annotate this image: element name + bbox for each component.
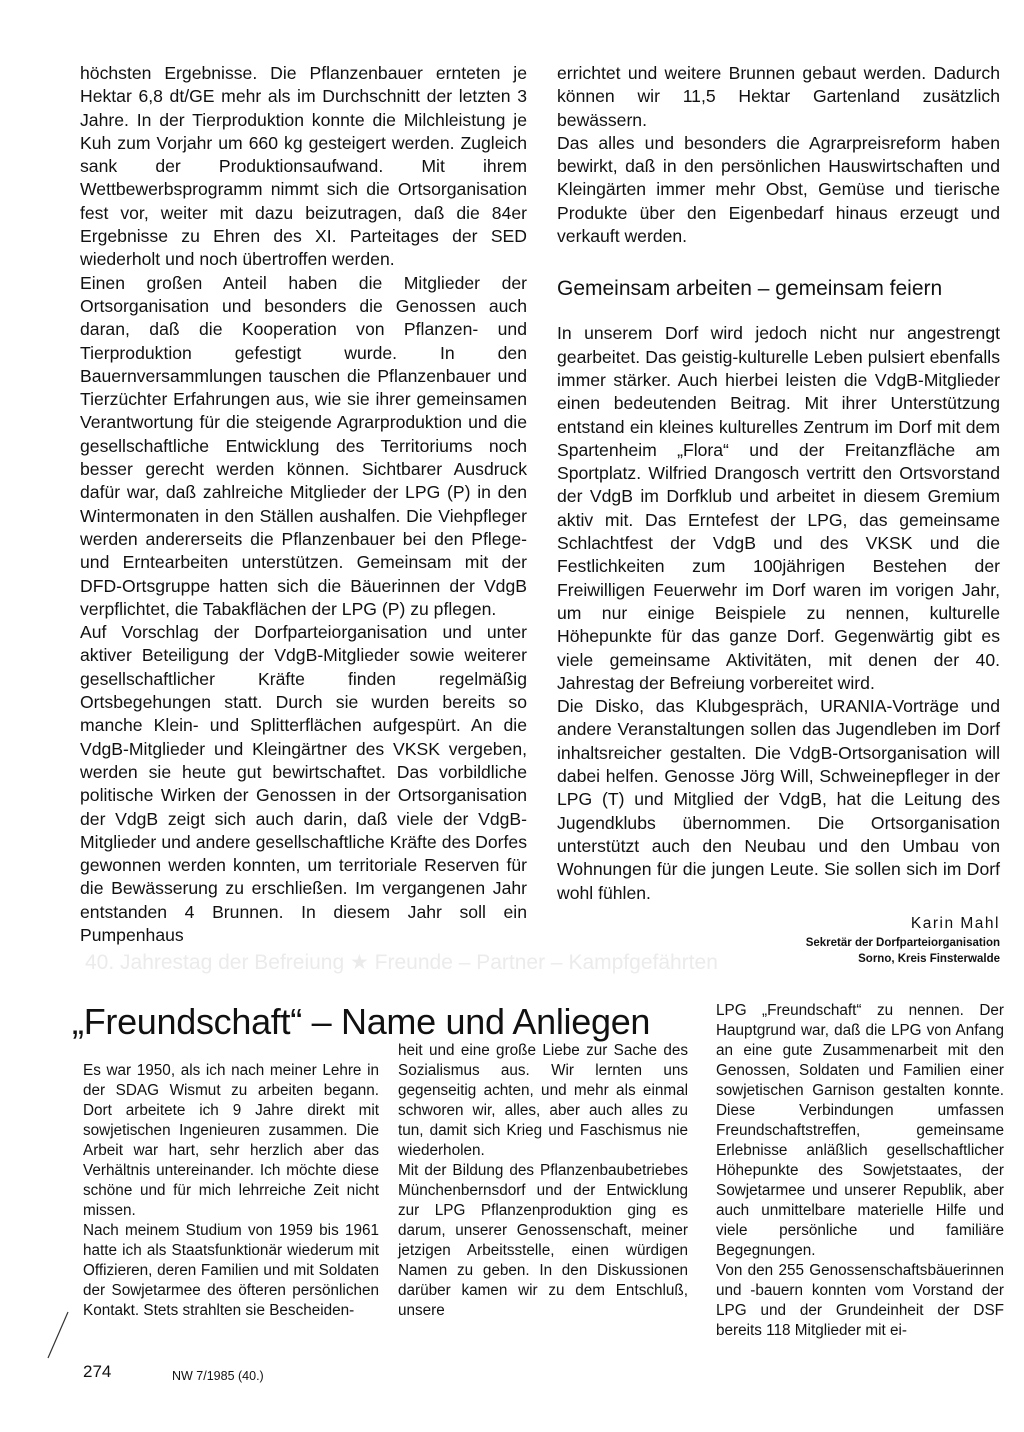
paragraph: In unserem Dorf wird jedoch nicht nur angestrengt gearbeitet. Das geistig-kulturelle Leben pulsiert ebenfalls immer stärker. Auch hierbei leisten die VdgB-Mitglieder einen bedeutenden Beitrag. Mit ihrer Unterstützung entstand ein kleines kulturelles Zentrum im Dorf mit dem Spartenheim „Flora“ und der Freitanzfläche am Sportplatz. Wilfried Drangosch vertritt den Ortsvorstand der VdgB im Dorfklub und arbeitet in diesem Gremium aktiv mit. Das Erntefest der LPG, das gemeinsame Schlachtfest der VdgB und des VKSK und die Festlichkeiten zum 100jährigen Bestehen der Freiwilligen Feuerwehr im Dorf waren im vorigen Jahr, um nur einige Beispiele zu nennen, kulturelle Höhepunkte für das ganze Dorf. Gegenwärtig gibt es viele gemeinsame Aktivitäten, mit denen der 40. Jahrestag der Befreiung vorbereitet wird. xyxy=(557,323,1000,693)
paragraph: LPG „Freundschaft“ zu nennen. Der Hauptgrund war, daß die LPG von Anfang an eine gute Zusammenarbeit mit den Genossen, Soldaten und Familien einer sowjetischen Garnison gestalten konnte. Diese Verbindungen umfassen Freundschaftstreffen, gemeinsame Erlebnisse anläßlich gesellschaftlicher Höhepunkte des Sowjetstaates, der Sowjetarmee und unserer Republik, aber auch unmittelbare materielle Hilfe und viele persönliche und familiäre Begegnungen. xyxy=(716,1002,1004,1259)
banner-showthrough: 40. Jahrestag der Befreiung ★ Freunde – Partner – Kampfgefährten xyxy=(85,951,718,974)
author-role: Sekretär der Dorfparteiorganisation xyxy=(805,936,1000,949)
section-subheading: Gemeinsam arbeiten – gemeinsam feiern xyxy=(557,277,943,301)
article-title: „Freundschaft“ – Name und Anliegen xyxy=(72,1001,651,1042)
paragraph: Es war 1950, als ich nach meiner Lehre in der SDAG Wismut zu arbeiten begann. Dort arbeitete ich 9 Jahre direkt mit sowjetischen Ingenieuren zusammen. Die Arbeit war hart, sehr herzlich aber das Verhältnis untereinander. Ich möchte diese schöne und für mich lehrreiche Zeit nicht missen. xyxy=(83,1062,379,1219)
page-number: 274 xyxy=(83,1362,112,1381)
paragraph: höchsten Ergebnisse. Die Pflanzenbauer ernteten je Hektar 6,8 dt/GE mehr als im Durchschnitt der letzten 3 Jahre. In der Tierproduktion konnte die Milchleistung je Kuh zum Vorjahr um 660 kg gesteigert werden. Zugleich sank der Produktionsaufwand. Mit ihrem Wettbewerbsprogramm nimmt sich die Ortsorganisation fest vor, weiter mit dazu beizutragen, daß die 84er Ergebnisse zu Ehren des XI. Parteitages der SED wiederholt und noch übertroffen werden. xyxy=(80,63,527,270)
paragraph: heit und eine große Liebe zur Sache des Sozialismus aus. Wir lernten uns gegenseitig achten, und mehr als einmal schworen wir, alles, aber auch alles zu tun, damit sich Krieg und Faschismus nie wiederholen. xyxy=(398,1042,688,1159)
paragraph: errichtet und weitere Brunnen gebaut werden. Dadurch können wir 11,5 Hektar Gartenland zusätzlich bewässern. xyxy=(557,63,1000,130)
issue-label: NW 7/1985 (40.) xyxy=(172,1369,264,1383)
paragraph: Das alles und besonders die Agrarpreisreform haben bewirkt, daß in den persönlichen Hauswirtschaften und Kleingärten immer mehr Obst, Gemüse und tierische Produkte über den Eigenbedarf hinaus erzeugt und verkauft werden. xyxy=(557,132,1000,247)
upper-column-right xyxy=(557,62,1000,967)
article-column-2 xyxy=(398,1041,688,1321)
paragraph: Auf Vorschlag der Dorfparteiorganisation und unter aktiver Beteiligung der VdgB-Mitglieder sowie weiterer gesellschaftlicher Kräfte finden regelmäßig Ortsbegehungen statt. Durch sie wurden bereits so manche Klein- und Splitterflächen aufgespürt. An die VdgB-Mitglieder und Kleingärtner des VKSK vergeben, werden sie heute gut bewirtschaftet. Das vorbildliche politische Wirken der Genossen in der Ortsorganisation der VdgB zeigt sich auch darin, daß viele der VdgB-Mitglieder und andere gesellschaftliche Kräfte des Dorfes gewonnen werden konnten, um territoriale Reserven für die Bewässerung zu erschließen. Im vergangenen Jahr entstanden 4 Brunnen. In diesem Jahr soll ein Pumpenhaus xyxy=(80,622,527,945)
paragraph: Die Disko, das Klubgespräch, URANIA-Vorträge und andere Veranstaltungen sollen das Jugendleben im Dorf inhaltsreicher gestalten. Die VdgB-Ortsorganisation will dabei helfen. Genosse Jörg Will, Schweinepfleger in der LPG (T) und Mitglied der VdgB, hat die Leitung des Jugendklubs übernommen. Die Ortsorganisation unterstützt auch den Neubau und den Umbau von Wohnungen für die jungen Leute. Sie sollen sich im Dorf wohl fühlen. xyxy=(557,696,1000,903)
paragraph: Mit der Bildung des Pflanzenbaubetriebes Münchenbernsdorf und der Entwicklung zur LPG Pflanzenproduktion ging es darum, unserer Genossenschaft, meiner jetzigen Arbeitsstelle, einen würdigen Namen zu geben. In den Diskussionen darüber kamen wir zu dem Entschluß, unsere xyxy=(398,1162,688,1319)
paragraph: Nach meinem Studium von 1959 bis 1961 hatte ich als Staatsfunktionär wiederum mit Offizieren, deren Familien und mit Soldaten der Sowjetarmee des öfteren persönlichen Kontakt. Stets strahlten sie Bescheiden- xyxy=(83,1222,379,1319)
article-column-1 xyxy=(83,1061,379,1321)
article-column-3 xyxy=(716,1001,1004,1341)
scan-mark xyxy=(46,1310,70,1360)
paragraph: Einen großen Anteil haben die Mitglieder der Ortsorganisation und besonders die Genossen auch daran, daß die Kooperation von Pflanzen- und Tierproduktion gefestigt wurde. In den Bauernversammlungen tauschen die Pflanzenbauer und Tierzüchter Erfahrungen aus, wie sie ihrer gemeinsamen Verantwortung für die steigende Agrarproduktion und die gesellschaftliche Entwicklung des Territoriums noch besser gerecht werden können. Sichtbarer Ausdruck dafür war, daß zahlreiche Mitglieder der LPG (P) in den Wintermonaten in den Ställen aushalfen. Die Viehpfleger werden andererseits die Pflanzenbauer bei den Pflege- und Erntearbeiten unterstützen. Gemeinsam mit der DFD-Ortsgruppe hatten sich die Bäuerinnen der VdgB verpflichtet, die Tabakflächen der LPG (P) zu pflegen. xyxy=(80,272,527,619)
author-place: Sorno, Kreis Finsterwalde xyxy=(858,952,1000,965)
upper-column-left xyxy=(80,62,527,947)
author-name: Karin Mahl xyxy=(910,914,1000,932)
paragraph: Von den 255 Genossenschaftsbäuerinnen und -bauern konnten vom Vorstand der LPG und der Grundeinheit der DSF bereits 118 Mitglieder mit ei- xyxy=(716,1262,1004,1339)
